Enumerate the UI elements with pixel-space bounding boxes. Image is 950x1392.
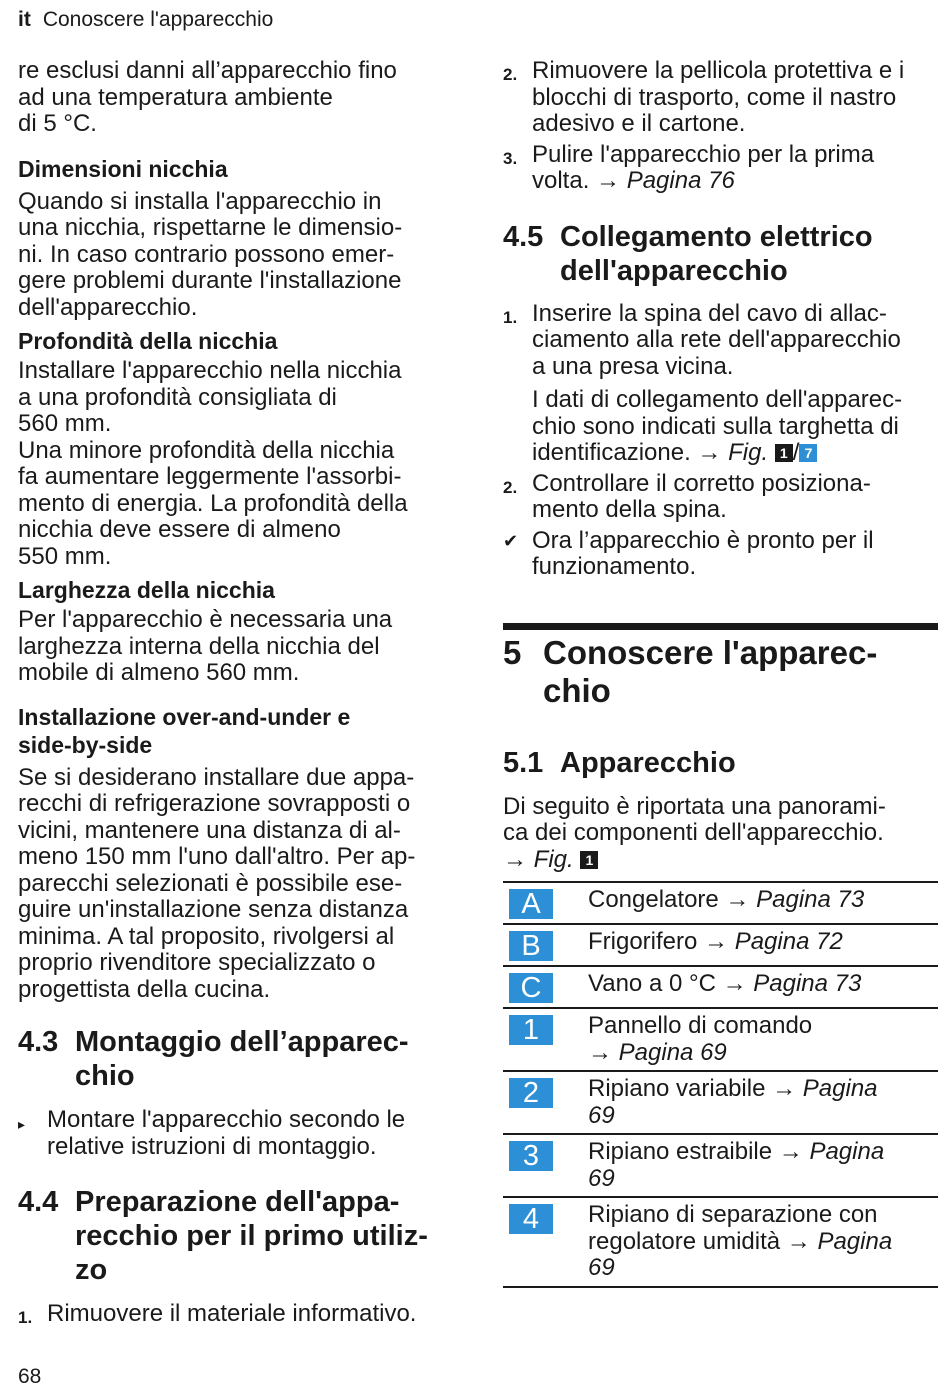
step-number: 1. (503, 307, 518, 327)
step-number: 1. (18, 1308, 33, 1327)
key-badge: B (509, 931, 553, 961)
electric-note: I dati di collegamento dell'apparec- chio sono indicati sulla targhetta di identificazione. → Fig. 1 / 7 (532, 386, 903, 466)
language-code: it (18, 8, 31, 31)
section-number: 4.5 (503, 220, 544, 253)
figure-1-badge: 1 (580, 851, 598, 869)
right-column (503, 58, 938, 1288)
page-reference-link[interactable]: Pagina 73 (753, 970, 862, 997)
table-row: B Frigorifero → Pagina 72 (503, 924, 938, 966)
chapter-5-heading (503, 634, 938, 710)
prep-step-2: 2. Rimuovere la pellicola protettiva e i blocchi di trasporto, come il nastro adesivo e il cartone. (503, 57, 905, 137)
chapter-number: 5 (503, 633, 522, 671)
step-number: 2. (503, 65, 518, 84)
niche-dimensions-heading: Dimensioni nicchia (18, 155, 228, 182)
figure-reference-link[interactable]: Fig. (728, 439, 769, 466)
page-reference-link[interactable]: Pagina 69 (618, 1038, 727, 1066)
figure-reference-link[interactable]: Fig. (533, 845, 574, 873)
page-header (18, 8, 273, 32)
niche-width-heading: Larghezza della nicchia (18, 577, 275, 603)
niche-dimensions-text: Quando si installa l'apparecchio in una nicchia, rispettarne le dimensio- ni. In caso contrario possono emer- gere problemi durante l'installazione dell'apparecchio. (18, 187, 403, 321)
left-column (18, 58, 458, 1332)
table-row: 4 Ripiano di separazione con regolatore umidità → Pagina 69 (503, 1197, 938, 1287)
table-row: A Congelatore → Pagina 73 (503, 882, 938, 924)
table-row: 3 Ripiano estraibile → Pagina 69 (503, 1134, 938, 1197)
section-4-3-heading (18, 1025, 458, 1093)
prep-step-3: 3. Pulire l'apparecchio per la prima volta. → Pagina 76 (503, 140, 875, 194)
step-number: 3. (503, 148, 518, 168)
step-number: 2. (503, 477, 518, 497)
section-4-5-heading (503, 220, 938, 288)
section-number: 4.3 (18, 1026, 59, 1058)
key-badge: 1 (509, 1015, 553, 1045)
section-number: 4.4 (18, 1186, 59, 1218)
header-title: Conoscere l'apparecchio (42, 8, 274, 31)
section-5-1-heading (503, 746, 938, 780)
electric-step-2: 2. Controllare il corretto posiziona- mento della spina. (503, 469, 871, 523)
section-title: Collegamento elettrico dell'apparecchio (560, 220, 873, 287)
key-badge: A (509, 889, 553, 919)
mount-instruction: ▸ Montare l'apparecchio secondo le relative istruzioni di montaggio. (18, 1106, 406, 1160)
over-under-heading: Installazione over-and-under e side-by-side (18, 703, 351, 758)
chapter-title: Conoscere l'apparec- chio (543, 633, 878, 709)
section-title: Apparecchio (560, 746, 736, 779)
table-row: C Vano a 0 °C → Pagina 73 (503, 966, 938, 1008)
electric-result: ✔ Ora l’apparecchio è pronto per il funzionamento. (503, 526, 874, 580)
table-row: 1 Pannello di comando → Pagina 69 (503, 1008, 938, 1071)
key-badge: 4 (509, 1204, 553, 1234)
page-reference-link[interactable]: Pagina 76 (626, 167, 735, 194)
prep-step-1: 1. Rimuovere il materiale informativo. (18, 1301, 458, 1332)
key-badge: 3 (509, 1141, 553, 1171)
page-reference-link[interactable]: Pagina 72 (734, 928, 843, 955)
section-number: 5.1 (503, 746, 544, 779)
figure-1-badge: 1 (775, 444, 793, 462)
overview-text: Di seguito è riportata una panorami- ca dei componenti dell'apparecchio. → Fig. 1 (503, 792, 886, 873)
key-badge: C (509, 973, 553, 1003)
section-title: Preparazione dell'appa- recchio per il primo utiliz- zo (75, 1186, 428, 1286)
table-row: 2 Ripiano variabile → Pagina 69 (503, 1071, 938, 1134)
page-reference-link[interactable]: Pagina (817, 1227, 893, 1255)
page-reference-link[interactable]: Pagina (809, 1138, 885, 1165)
chapter-divider (503, 623, 938, 630)
bullet-icon: ▸ (18, 1116, 26, 1132)
intro-text: re esclusi danni all’apparecchio fino ad una temperatura ambiente di 5 °C. (18, 57, 397, 137)
over-under-text: Se si desiderano installare due appa- recchi di refrigerazione sovrapposti o vicini, mantenere una distanza di al- meno 150 mm l'uno dall'altro. Per ap- parecchi selezionati è possibile ese- guire un'installazione senza distanza minima. A tal proposito, rivolgersi al proprio rivenditore specializzato o progettista della cucina. (18, 763, 416, 1003)
page-number: 68 (18, 1365, 42, 1388)
electric-step-1: 1. Inserire la spina del cavo di allac- ciamento alla rete dell'apparecchio a una presa vicina. (503, 299, 901, 380)
figure-7-badge: 7 (799, 444, 817, 462)
niche-depth-text: Installare l'apparecchio nella nicchia a una profondità consigliata di 560 mm. Una minore profondità della nicchia fa aumentare leggermente l'assorbi- mento di energia. La profondità della nicchia deve essere di almeno 550 mm. (18, 357, 408, 570)
key-badge: 2 (509, 1078, 553, 1108)
section-title: Montaggio dell’apparec- chio (75, 1026, 409, 1092)
niche-depth-heading: Profondità della nicchia (18, 328, 278, 354)
checkmark-icon: ✔ (503, 530, 519, 551)
niche-width-text: Per l'apparecchio è necessaria una larghezza interna della nicchia del mobile di almeno 560 mm. (18, 606, 393, 686)
section-4-4-heading (18, 1185, 458, 1287)
page-reference-link[interactable]: Pagina (802, 1075, 878, 1102)
components-table (503, 881, 938, 1288)
page-reference-link[interactable]: Pagina 73 (756, 886, 865, 913)
